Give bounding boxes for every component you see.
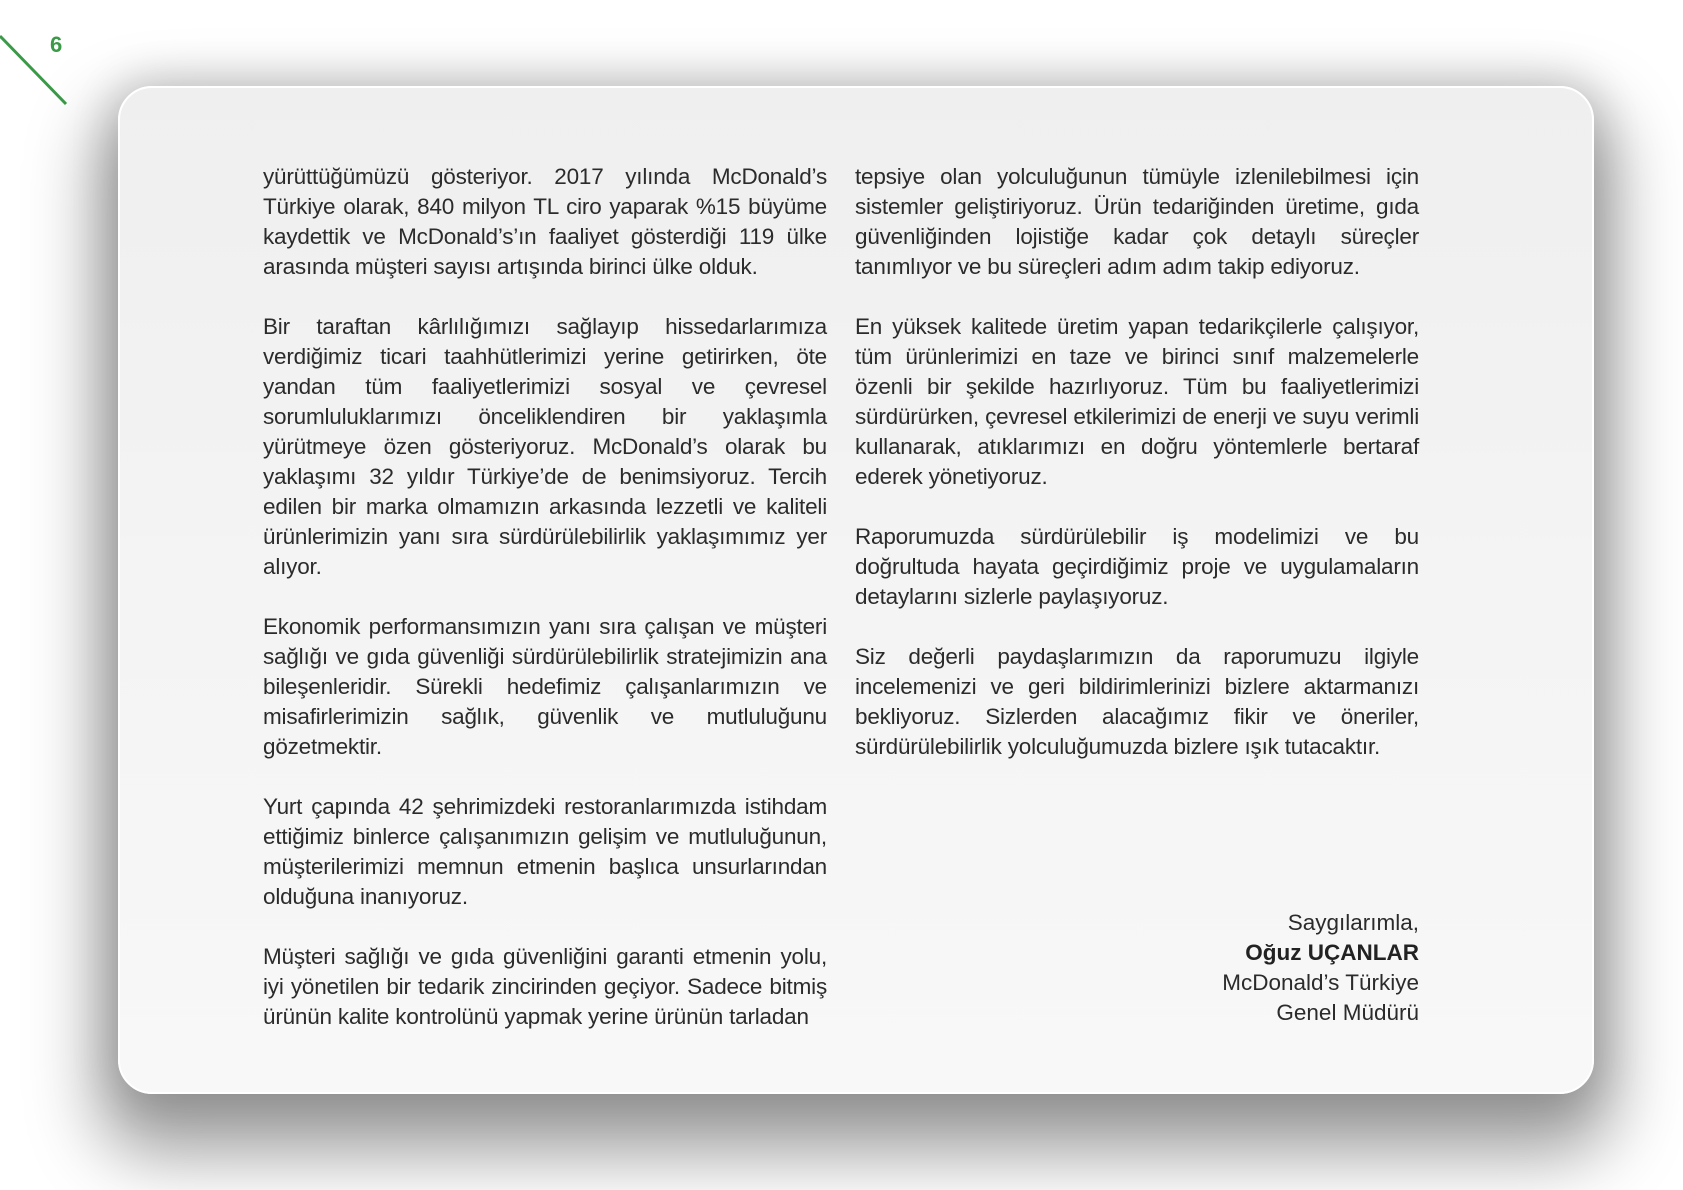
- paragraph: yürüttüğümüzü gösteriyor. 2017 yılında McDonald’s Türkiye olarak, 840 milyon TL ciro yaparak %15 büyüme kaydettik ve McDonald’s’ın faaliyet gösterdiği 119 ülke arasında müşteri sayısı artışında birinci ülke olduk.: [263, 164, 827, 279]
- paragraph: tepsiye olan yolculuğunun tümüyle izlenilebilmesi için sistemler geliştiriyoruz. Ürün tedariğinden üretime, gıda güvenliğinden lojistiğe kadar çok detaylı süreçler tanımlıyor ve bu süreçleri adım adım takip ediyoruz.: [855, 164, 1419, 279]
- right-column: [855, 162, 1419, 792]
- signature-closing: Saygılarımla,: [1287, 910, 1419, 935]
- corner-accent-line: [0, 0, 80, 120]
- left-column: [263, 162, 827, 1062]
- paragraph: En yüksek kalitede üretim yapan tedarikçilerle çalışıyor, tüm ürünlerimizi en taze ve birinci sınıf malzemelerle özenli bir şekilde hazırlıyoruz. Tüm bu faaliyetlerimizi sürdürürken, çevresel etkilerimizi de enerji ve suyu verimli kullanarak, atıklarımızı en doğru yöntemlerle bertaraf ederek yönetiyoruz.: [855, 314, 1419, 489]
- paragraph: Ekonomik performansımızın yanı sıra çalışan ve müşteri sağlığı ve gıda güvenliği sürdürülebilirlik stratejimizin ana bileşenleridir. Sürekli hedefimiz çalışanlarımızın ve misafirlerimizin sağlık, güvenlik ve mutluluğunu gözetmektir.: [263, 614, 827, 759]
- paragraph: Yurt çapında 42 şehrimizdeki restoranlarımızda istihdam ettiğimiz binlerce çalışanımızın gelişim ve mutluluğunun, müşterilerimizi memnun etmenin başlıca unsurlarından olduğuna inanıyoruz.: [263, 794, 827, 909]
- paragraph: Raporumuzda sürdürülebilir iş modelimizi ve bu doğrultuda hayata geçirdiğimiz proje ve uygulamaların detaylarını sizlerle paylaşıyoruz.: [855, 524, 1419, 609]
- signature-block: [855, 908, 1419, 1028]
- paragraph: Siz değerli paydaşlarımızın da raporumuzu ilgiyle incelemenizi ve geri bildirimlerinizi bizlere aktarmanızı bekliyoruz. Sizlerden alacağımız fikir ve öneriler, sürdürülebilirlik yolculuğumuzda bizlere ışık tutacaktır.: [855, 644, 1419, 759]
- page-number: 6: [50, 32, 63, 57]
- signature-name: Oğuz UÇANLAR: [1245, 940, 1419, 965]
- signature-company: McDonald’s Türkiye: [1222, 970, 1419, 995]
- letter-card: [118, 86, 1594, 1094]
- signature-title: Genel Müdürü: [1276, 1000, 1419, 1025]
- paragraph: Bir taraftan kârlılığımızı sağlayıp hissedarlarımıza verdiğimiz ticari taahhütlerimizi yerine getirirken, öte yandan tüm faaliyetlerimizi sosyal ve çevresel sorumluluklarımızı önceliklendiren bir yaklaşımla yürütmeye özen gösteriyoruz. McDonald’s olarak bu yaklaşımı 32 yıldır Türkiye’de de benimsiyoruz. Tercih edilen bir marka olmamızın arkasında lezzetli ve kaliteli ürünlerimizin yanı sıra sürdürülebilirlik yaklaşımımız yer alıyor.: [263, 314, 827, 579]
- paragraph: Müşteri sağlığı ve gıda güvenliğini garanti etmenin yolu, iyi yönetilen bir tedarik zincirinden geçiyor. Sadece bitmiş ürünün kalite kontrolünü yapmak yerine ürünün tarladan: [263, 944, 827, 1029]
